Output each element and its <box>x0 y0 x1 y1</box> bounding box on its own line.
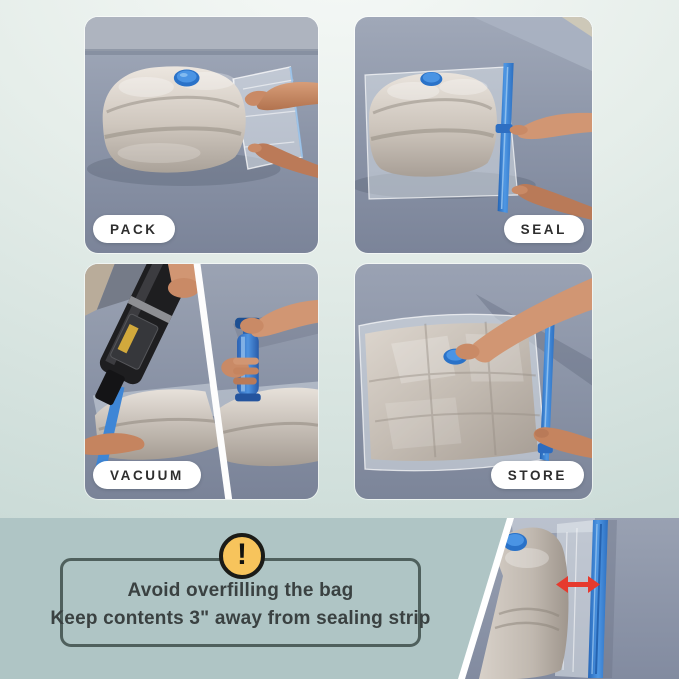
sealing-gap-photo <box>455 518 679 679</box>
step-label-store: STORE <box>491 461 584 489</box>
step-label-vacuum: VACUUM <box>93 461 201 489</box>
step-panel-vacuum <box>85 264 318 499</box>
step-label-pack: PACK <box>93 215 175 243</box>
exclamation-glyph: ! <box>237 538 247 571</box>
comforter <box>103 66 246 172</box>
headboard <box>85 17 318 51</box>
step-label-seal: SEAL <box>504 215 584 243</box>
comforter <box>369 73 497 177</box>
exclamation-warning-icon <box>219 533 265 579</box>
warning-line-1: Avoid overfilling the bag <box>127 580 354 601</box>
warning-section <box>0 518 679 679</box>
valve-cap <box>420 72 442 86</box>
step-panel-pack <box>85 17 318 253</box>
step-panel-seal <box>355 17 592 253</box>
valve-cap <box>174 70 200 87</box>
warning-line-2: Keep contents 3" away from sealing strip <box>50 608 431 629</box>
step-panel-store <box>355 264 592 499</box>
